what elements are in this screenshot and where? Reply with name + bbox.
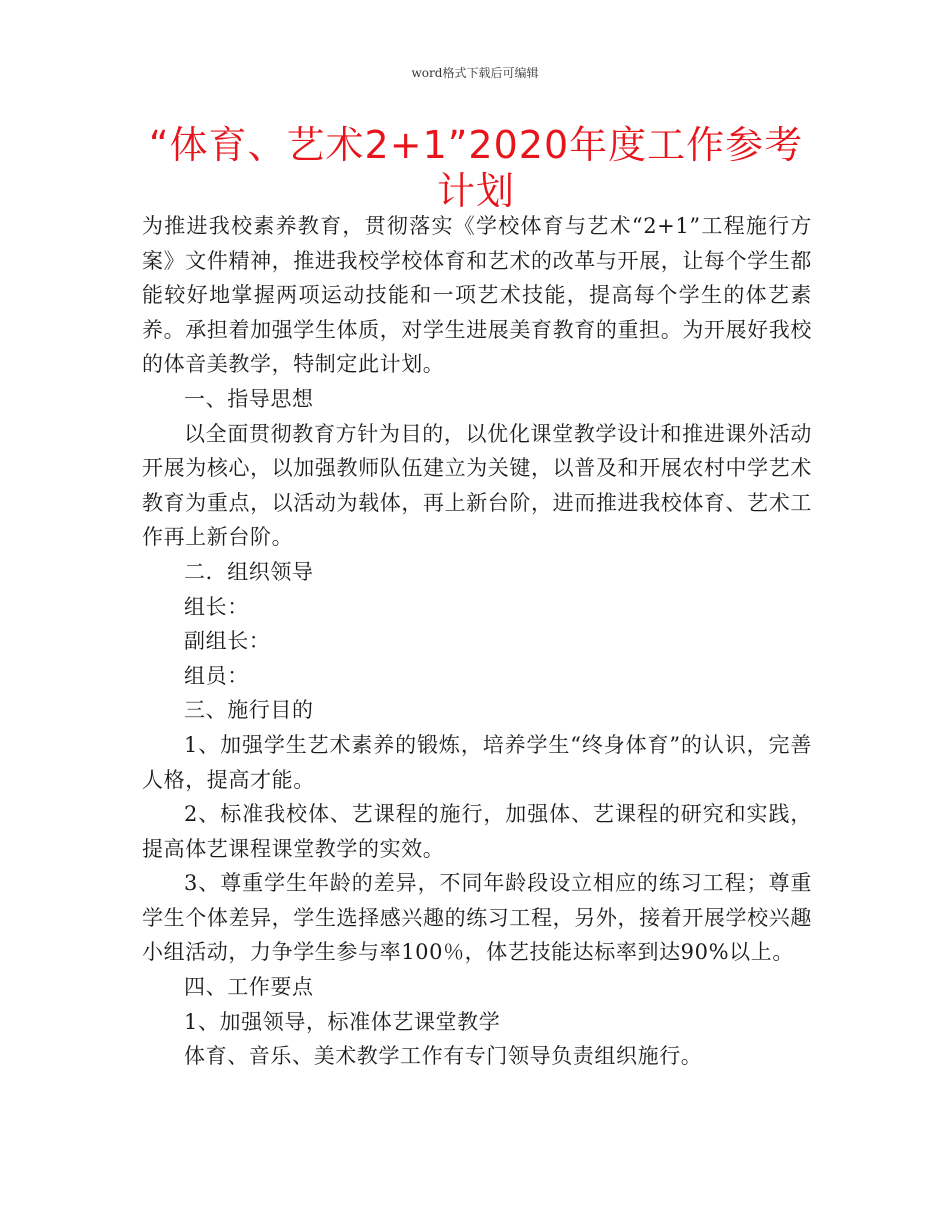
deputy-leader-line: 副组长：: [184, 629, 271, 654]
page-header-note: word格式下载后可编辑: [411, 66, 539, 80]
intro-paragraph: 为推进我校素养教育，贯彻落实《学校体育与艺术“2+1”工程施行方案》文件精神，推进我校学校体育和艺术的改革与开展，让每个学生都能较好地掌握两项运动技能和一项艺术技能，提高每个学生的体艺素养。承担着加强学生体质，对学生进展美育教育的重担。为开展好我校的体音美教学，特制定此计划。: [142, 214, 812, 377]
members-line: 组员：: [184, 663, 249, 688]
document-body: [142, 209, 812, 1074]
objective-item-2: 2、标准我校体、艺课程的施行，加强体、艺课程的研究和实践，提高体艺课程课堂教学的实效。: [142, 802, 812, 861]
work-point-1-heading: 1、加强领导，标准体艺课堂教学: [184, 1009, 501, 1034]
leader-line: 组长：: [184, 594, 249, 619]
section-heading-objectives: 三、施行目的: [184, 698, 314, 723]
document-title: “体育、艺术2+1”2020年度工作参考计划: [148, 123, 804, 213]
guiding-thought-paragraph: 以全面贯彻教育方针为目的，以优化课堂教学设计和推进课外活动开展为核心，以加强教师队伍建立为关键，以普及和开展农村中学艺术教育为重点，以活动为载体，再上新台阶，进而推进我校体育、艺术工作再上新台阶。: [142, 421, 812, 550]
work-point-1-paragraph: 体育、音乐、美术教学工作有专门领导负责组织施行。: [184, 1044, 703, 1069]
section-heading-organization: 二．组织领导: [184, 559, 314, 584]
section-heading-guiding-thought: 一、指导思想: [184, 386, 314, 411]
objective-item-3: 3、尊重学生年龄的差异，不同年龄段设立相应的练习工程；尊重学生个体差异，学生选择感兴趣的练习工程，另外，接着开展学校兴趣小组活动，力争学生参与率100％，体艺技能达标率到达90%以上。: [142, 871, 812, 965]
section-heading-work-points: 四、工作要点: [184, 975, 314, 1000]
objective-item-1: 1、加强学生艺术素养的锻炼，培养学生“终身体育”的认识，完善人格，提高才能。: [142, 732, 812, 792]
